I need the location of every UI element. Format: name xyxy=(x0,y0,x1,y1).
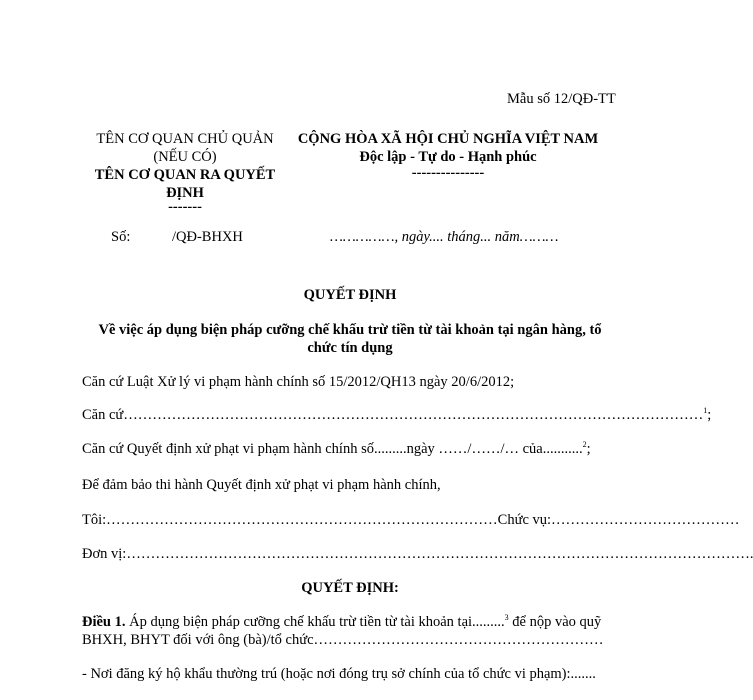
parent-agency-title: TÊN CƠ QUAN CHỦ QUẢN xyxy=(96,131,274,147)
signer-unit-line: Đơn vị:…………………………………………………………………………………………………………………. xyxy=(82,546,753,562)
enforcement-purpose: Để đảm bảo thi hành Quyết định xử phạt vi phạm hành chính, xyxy=(82,477,441,493)
national-motto: Độc lập - Tự do - Hạnh phúc xyxy=(359,149,537,165)
article-1-text-cont: để nộp vào quỹ xyxy=(508,614,602,630)
article-1-label: Điều 1. xyxy=(82,614,126,630)
legal-basis-penalty-text: Căn cứ Quyết định xử phạt vi phạm hành chính số.........ngày ……/……/… của........... xyxy=(82,441,583,457)
footnote-marker-3: 3 xyxy=(504,613,509,623)
footnote-marker-1: 1 xyxy=(703,406,708,416)
legal-basis-penalty-end: ; xyxy=(586,441,591,457)
legal-basis-other xyxy=(82,407,711,424)
signer-name-position-line: Tôi:………………………………………………………………………Chức vụ:………………………………… xyxy=(82,512,740,528)
legal-basis-other-end: ; xyxy=(707,407,712,423)
article-1-text: Áp dụng biện pháp cưỡng chế khấu trừ tiền từ tài khoản tại......... xyxy=(125,614,505,630)
document-title: QUYẾT ĐỊNH xyxy=(303,287,397,303)
footnote-marker-2: 2 xyxy=(582,440,587,450)
legal-basis-other-text: Căn cứ………………………………………………………………………………………………………… xyxy=(82,407,704,423)
issuing-agency-title-line1: TÊN CƠ QUAN RA QUYẾT xyxy=(94,167,276,183)
subtitle-line-1: Về việc áp dụng biện pháp cưỡng chế khấu trừ tiền từ tài khoản tại ngân hàng, tổ xyxy=(98,322,602,338)
issuing-agency-block xyxy=(70,130,300,215)
national-heading-block xyxy=(288,130,608,180)
right-header-divider: --------------- xyxy=(411,165,485,181)
article-1-line-1 xyxy=(82,614,601,631)
subtitle-line-2: chức tín dụng xyxy=(307,340,393,356)
decision-heading: QUYẾT ĐỊNH: xyxy=(301,580,399,596)
form-code: Mẫu số 12/QĐ-TT xyxy=(507,91,616,107)
legal-basis-penalty-decision xyxy=(82,441,591,458)
national-title: CỘNG HÒA XÃ HỘI CHỦ NGHĨA VIỆT NAM xyxy=(297,131,599,147)
document-number-suffix: /QĐ-BHXH xyxy=(172,229,243,245)
left-header-divider: ------- xyxy=(168,199,202,215)
parent-agency-note: (NẾU CÓ) xyxy=(153,149,217,165)
violator-residence-line: - Nơi đăng ký hộ khẩu thường trú (hoặc nơi đóng trụ sở chính của tổ chức vi phạm):....... xyxy=(82,666,596,682)
article-1-line-2: BHXH, BHYT đối với ông (bà)/tổ chức…………………………………………………… xyxy=(82,632,604,648)
document-number-label: Số: xyxy=(111,229,131,245)
place-date-line: ……………, ngày.... tháng... năm……… xyxy=(330,229,559,245)
issuing-agency-title-line2: ĐỊNH xyxy=(166,185,204,201)
legal-basis-law: Căn cứ Luật Xử lý vi phạm hành chính số 15/2012/QH13 ngày 20/6/2012; xyxy=(82,374,515,390)
